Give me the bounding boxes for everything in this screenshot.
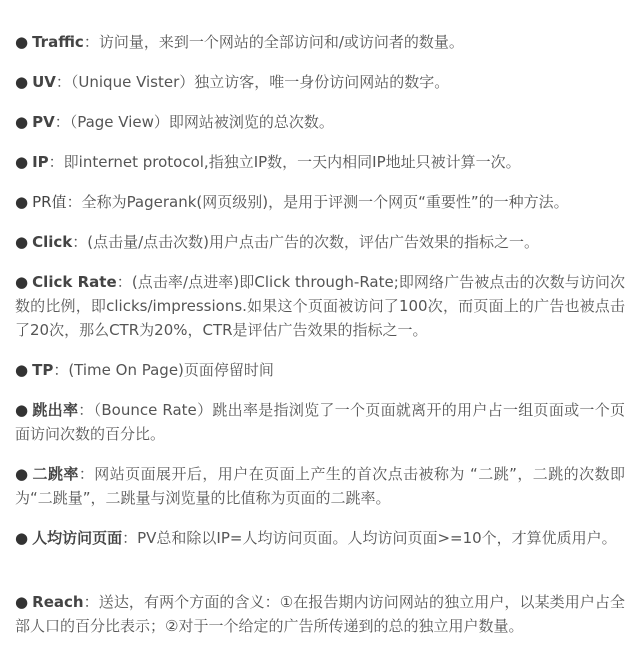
glossary-item-tp bbox=[15, 358, 625, 382]
bullet-icon: ● bbox=[15, 593, 29, 611]
glossary-item-second-jump-rate bbox=[15, 462, 625, 510]
bullet-icon: ● bbox=[15, 401, 29, 419]
glossary-item-pr bbox=[15, 190, 625, 214]
glossary-item-click bbox=[15, 230, 625, 254]
term-label: UV bbox=[32, 73, 56, 91]
term-description: ：(Time On Page)页面停留时间 bbox=[53, 361, 274, 379]
term-label: PV bbox=[32, 113, 55, 131]
glossary-item-pv bbox=[15, 110, 625, 134]
glossary-item-reach bbox=[15, 590, 625, 638]
term-label: 人均访问页面 bbox=[32, 529, 123, 547]
glossary-item-bounce-rate bbox=[15, 398, 625, 446]
term-label: Traffic bbox=[32, 33, 84, 51]
term-description: ：网站页面展开后，用户在页面上产生的首次点击被称为 “二跳”，二跳的次数即为“二跳量”，二跳量与浏览量的比值称为页面的二跳率。 bbox=[15, 465, 625, 507]
term-description: ：访问量，来到一个网站的全部访问和/或访问者的数量。 bbox=[83, 33, 464, 51]
term-label: 跳出率 bbox=[32, 401, 79, 419]
glossary-item-uv bbox=[15, 70, 625, 94]
term-description: ：(点击量/点击次数)用户点击广告的次数，评估广告效果的指标之一。 bbox=[72, 233, 540, 251]
term-label: Click bbox=[32, 233, 73, 251]
glossary-item-pages-per-visitor bbox=[15, 526, 625, 550]
glossary-item-click-rate bbox=[15, 270, 625, 342]
term-label: IP bbox=[32, 153, 49, 171]
glossary-item-traffic bbox=[15, 30, 625, 54]
bullet-icon: ● bbox=[15, 113, 29, 131]
term-description: ：即internet protocol,指独立IP数，一天内相同IP地址只被计算一次。 bbox=[48, 153, 521, 171]
bullet-icon: ● bbox=[15, 193, 29, 211]
term-description: ：（Page View）即网站被浏览的总次数。 bbox=[54, 113, 334, 131]
term-description: ：全称为Pagerank(网页级别)，是用于评测一个网页“重要性”的一种方法。 bbox=[66, 193, 569, 211]
bullet-icon: ● bbox=[15, 33, 29, 51]
term-description: ：(点击率/点进率)即Click through-Rate;即网络广告被点击的次数与访问次数的比例，即clicks/impressions.如果这个页面被访问了100次，而页面上的广告也被点击了20次，那么CTR为20%，CTR是评估广告效果的指标之一。 bbox=[15, 273, 625, 339]
bullet-icon: ● bbox=[15, 233, 29, 251]
bullet-icon: ● bbox=[15, 73, 29, 91]
bullet-icon: ● bbox=[15, 465, 29, 483]
term-label: TP bbox=[32, 361, 54, 379]
bullet-icon: ● bbox=[15, 529, 29, 547]
term-description: ：（Bounce Rate）跳出率是指浏览了一个页面就离开的用户占一组页面或一个页面访问次数的百分比。 bbox=[15, 401, 625, 443]
term-label: PR值 bbox=[32, 193, 67, 211]
term-description: ：（Unique Vister）独立访客，唯一身份访问网站的数字。 bbox=[55, 73, 450, 91]
bullet-icon: ● bbox=[15, 273, 29, 291]
term-description: ：PV总和除以IP=人均访问页面。人均访问页面>=10个，才算优质用户。 bbox=[122, 529, 617, 547]
glossary-item-ip bbox=[15, 150, 625, 174]
term-label: Reach bbox=[32, 593, 84, 611]
bullet-icon: ● bbox=[15, 361, 29, 379]
term-label: 二跳率 bbox=[32, 465, 79, 483]
term-label: Click Rate bbox=[32, 273, 117, 291]
bullet-icon: ● bbox=[15, 153, 29, 171]
term-description: ：送达，有两个方面的含义：①在报告期内访问网站的独立用户，以某类用户占全部人口的百分比表示；②对于一个给定的广告所传递到的总的独立用户数量。 bbox=[15, 593, 625, 635]
